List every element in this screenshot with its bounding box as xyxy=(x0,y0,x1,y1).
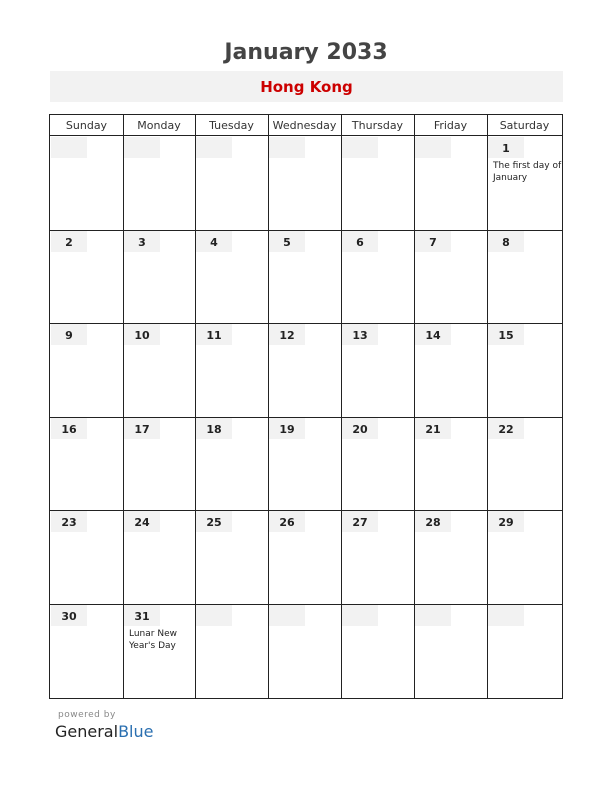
day-number: 20 xyxy=(342,418,378,439)
day-number: 30 xyxy=(51,605,87,626)
day-number: 19 xyxy=(269,418,305,439)
weekday-saturday: Saturday xyxy=(499,119,550,132)
day-cell[interactable] xyxy=(51,231,123,323)
day-number: 6 xyxy=(342,231,378,252)
day-number: 7 xyxy=(415,231,451,252)
day-number: 31 xyxy=(124,605,160,626)
day-cell[interactable] xyxy=(196,231,268,323)
day-number: 28 xyxy=(415,511,451,532)
day-cell[interactable] xyxy=(196,605,268,698)
day-cell[interactable] xyxy=(415,605,487,698)
day-cell[interactable] xyxy=(269,231,341,323)
day-cell[interactable] xyxy=(269,137,341,230)
day-number-empty xyxy=(51,137,87,158)
weekday-thursday: Thursday xyxy=(351,119,404,132)
day-number: 17 xyxy=(124,418,160,439)
powered-by-label: powered by xyxy=(58,710,116,720)
day-cell[interactable] xyxy=(415,324,487,417)
day-cell[interactable] xyxy=(488,231,562,323)
day-number: 21 xyxy=(415,418,451,439)
day-cell[interactable] xyxy=(51,137,123,230)
day-cell[interactable] xyxy=(124,511,195,604)
weekday-monday: Monday xyxy=(137,119,181,132)
day-cell[interactable] xyxy=(342,324,414,417)
day-number: 16 xyxy=(51,418,87,439)
day-cell[interactable] xyxy=(196,418,268,510)
day-cell[interactable] xyxy=(342,137,414,230)
day-cell[interactable] xyxy=(342,418,414,510)
brand-name-part-2: Blue xyxy=(118,722,154,741)
day-cell[interactable] xyxy=(415,231,487,323)
day-number: 3 xyxy=(124,231,160,252)
day-cell[interactable] xyxy=(488,324,562,417)
day-cell[interactable] xyxy=(415,511,487,604)
day-cell[interactable] xyxy=(269,511,341,604)
weekday-wednesday: Wednesday xyxy=(272,119,337,132)
day-cell[interactable] xyxy=(51,324,123,417)
holiday-label: Year's Day xyxy=(129,641,176,651)
day-cell[interactable] xyxy=(415,137,487,230)
day-number: 12 xyxy=(269,324,305,345)
day-number-empty xyxy=(342,605,378,626)
day-number-empty xyxy=(269,137,305,158)
day-number: 13 xyxy=(342,324,378,345)
day-number: 25 xyxy=(196,511,232,532)
holiday-label: The first day of xyxy=(493,161,562,171)
day-number: 15 xyxy=(488,324,524,345)
day-number-empty xyxy=(415,605,451,626)
day-number: 18 xyxy=(196,418,232,439)
day-number: 8 xyxy=(488,231,524,252)
day-number-empty xyxy=(124,137,160,158)
weekday-header xyxy=(50,115,562,136)
region-banner: Hong Kong xyxy=(50,71,563,102)
weekday-friday: Friday xyxy=(433,119,468,132)
day-number-empty xyxy=(488,605,524,626)
day-cell[interactable] xyxy=(124,137,195,230)
day-number: 23 xyxy=(51,511,87,532)
holiday-label: Lunar New xyxy=(129,629,177,639)
day-cell[interactable] xyxy=(415,418,487,510)
day-number: 29 xyxy=(488,511,524,532)
day-number-empty xyxy=(415,137,451,158)
calendar-grid xyxy=(49,114,563,699)
day-cell[interactable] xyxy=(342,605,414,698)
day-cell[interactable] xyxy=(488,418,562,510)
day-cell[interactable] xyxy=(342,511,414,604)
day-number: 11 xyxy=(196,324,232,345)
brand-logo[interactable] xyxy=(55,722,153,741)
day-cell[interactable] xyxy=(51,605,123,698)
brand-name-part-1: General xyxy=(55,722,119,741)
day-cell[interactable] xyxy=(124,418,195,510)
day-cell[interactable] xyxy=(124,231,195,323)
holiday-label: January xyxy=(493,173,528,183)
day-cell[interactable] xyxy=(124,324,195,417)
day-cell[interactable] xyxy=(342,231,414,323)
weekday-sunday: Sunday xyxy=(65,119,108,132)
calendar-title: January 2033 xyxy=(224,40,388,65)
day-cell[interactable] xyxy=(51,511,123,604)
day-cell[interactable] xyxy=(51,418,123,510)
day-cell[interactable] xyxy=(269,605,341,698)
day-number-empty xyxy=(196,605,232,626)
day-number-empty xyxy=(269,605,305,626)
day-cell[interactable] xyxy=(488,605,562,698)
day-number: 27 xyxy=(342,511,378,532)
day-number: 9 xyxy=(51,324,87,345)
day-cell[interactable] xyxy=(196,324,268,417)
day-number-empty xyxy=(196,137,232,158)
weekday-tuesday: Tuesday xyxy=(209,119,254,132)
day-number: 24 xyxy=(124,511,160,532)
day-cell[interactable] xyxy=(488,511,562,604)
day-number: 1 xyxy=(488,137,524,158)
day-cell[interactable] xyxy=(269,324,341,417)
day-number: 2 xyxy=(51,231,87,252)
day-number: 10 xyxy=(124,324,160,345)
day-number: 22 xyxy=(488,418,524,439)
day-number: 5 xyxy=(269,231,305,252)
day-cell[interactable] xyxy=(269,418,341,510)
day-number: 14 xyxy=(415,324,451,345)
day-number-empty xyxy=(342,137,378,158)
day-number: 4 xyxy=(196,231,232,252)
day-number: 26 xyxy=(269,511,305,532)
day-cell[interactable] xyxy=(196,137,268,230)
day-cell[interactable] xyxy=(196,511,268,604)
